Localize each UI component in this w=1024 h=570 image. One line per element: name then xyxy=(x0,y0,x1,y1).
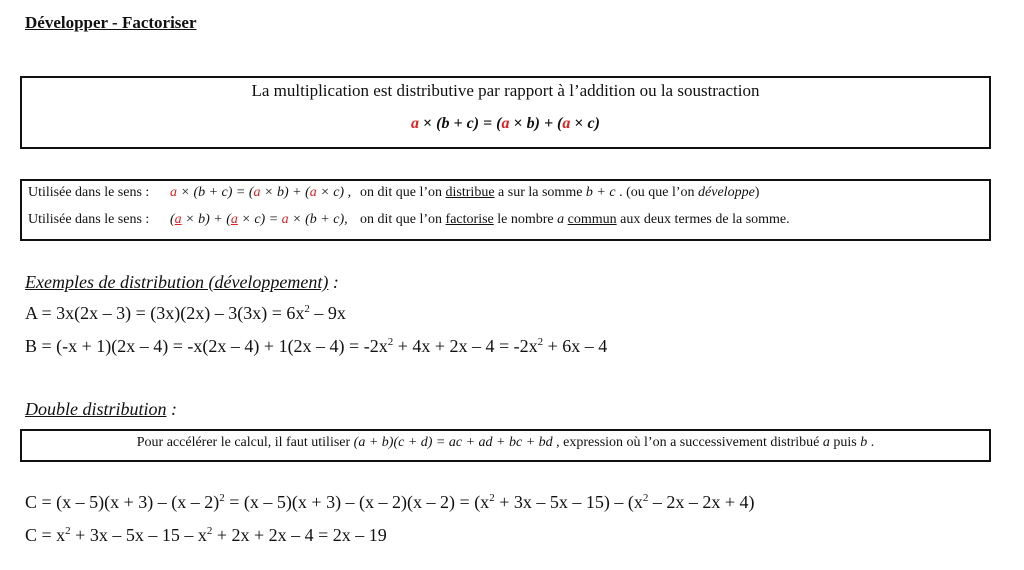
double-distribution-formula: (a + b)(c + d) = ac + ad + bc + bd xyxy=(353,435,553,450)
formula-part: c) xyxy=(587,115,600,132)
formula-part: × c) = xyxy=(237,212,282,227)
section-colon: : xyxy=(328,272,339,292)
row-text: ) xyxy=(754,185,760,200)
eq-part: C = (x – 5)(x + 3) – (x – 2) xyxy=(25,492,220,512)
formula-part: × b) + ( xyxy=(181,212,231,227)
equation-c-line1 xyxy=(25,492,754,513)
formula-a: a xyxy=(170,185,177,200)
eq-part: – 2x – 2x + 4) xyxy=(648,492,755,512)
eq-part: + 2x + 2x – 4 = 2x – 19 xyxy=(212,525,387,545)
box-text: , expression où l’on a successivement distribué xyxy=(552,435,823,450)
eq-part: + 3x – 5x – 15) – (x xyxy=(494,492,643,512)
row-label: Utilisée dans le sens : xyxy=(28,212,150,227)
page-title: Développer - Factoriser xyxy=(25,13,197,32)
row-text: aux deux termes de la somme. xyxy=(616,212,790,227)
section-colon: : xyxy=(166,399,178,419)
times-sign: × xyxy=(419,115,437,132)
eq-part: + 6x – 4 xyxy=(543,336,608,356)
row-text-italic: a xyxy=(557,212,565,227)
eq-part: B = (-x + 1)(2x – 4) = -x(2x – 4) + 1(2x – 4) = -2x xyxy=(25,336,388,356)
eq-part: + 3x – 5x – 15 – x xyxy=(70,525,207,545)
box-text: puis xyxy=(829,435,861,450)
develop-direction-row xyxy=(28,185,759,201)
exponent: 2 xyxy=(642,492,649,504)
eq-part: = (x – 5)(x + 3) – (x – 2)(x – 2) = (x xyxy=(224,492,490,512)
keyword-factorise: factorise xyxy=(445,212,494,227)
row-formula xyxy=(170,212,360,228)
formula-a: a xyxy=(562,115,571,132)
formula-part: × (b + c) = ( xyxy=(177,185,254,200)
double-distribution-text xyxy=(22,435,989,451)
formula-a: a xyxy=(253,185,261,200)
formula-a: a xyxy=(174,212,182,227)
row-text: on dit que l’on xyxy=(360,212,446,227)
exponent: 2 xyxy=(537,336,544,348)
distributivity-statement: La multiplication est distributive par rapport à l’addition ou la soustraction xyxy=(251,81,760,100)
times-sign: × xyxy=(509,115,527,132)
eq-part: – 9x xyxy=(309,303,346,323)
formula-a: a xyxy=(281,212,289,227)
formula-part: b) + ( xyxy=(526,115,563,132)
row-formula xyxy=(170,185,360,201)
exponent: 2 xyxy=(489,492,495,504)
eq-part: C = x xyxy=(25,525,66,545)
eq-part: + 4x + 2x – 4 = -2x xyxy=(393,336,538,356)
eq-part: A = 3x(2x – 3) = (3x)(2x) – 3(3x) = 6x xyxy=(25,303,305,323)
formula-part: ( xyxy=(170,212,175,227)
formula-part: (b + c) = ( xyxy=(436,115,502,132)
distributivity-formula xyxy=(22,115,989,133)
row-text: le nombre xyxy=(493,212,558,227)
section-heading-examples xyxy=(25,272,339,293)
exponent: 2 xyxy=(206,525,213,537)
exponent: 2 xyxy=(65,525,71,537)
box-text: . xyxy=(867,435,875,450)
row-text: . (ou que l’on xyxy=(615,185,699,200)
section-heading-double-distribution xyxy=(25,399,177,420)
section-heading-text: Exemples de distribution (développement) xyxy=(25,272,329,292)
exponent: 2 xyxy=(387,336,394,348)
row-label: Utilisée dans le sens : xyxy=(28,185,150,200)
equation-a xyxy=(25,303,346,324)
variable-a: a xyxy=(822,435,830,450)
distributivity-definition-box xyxy=(20,76,991,149)
formula-a: a xyxy=(411,115,420,132)
exponent: 2 xyxy=(304,303,310,315)
usage-direction-box xyxy=(20,179,991,241)
keyword-commun: commun xyxy=(567,212,617,227)
row-text: on dit que l’on xyxy=(360,185,446,200)
formula-a: a xyxy=(230,212,238,227)
variable-b: b xyxy=(860,435,868,450)
formula-part: × b) + ( xyxy=(260,185,310,200)
formula-a: a xyxy=(501,115,510,132)
factor-direction-row xyxy=(28,212,790,228)
keyword-distribue: distribue xyxy=(445,185,495,200)
equation-c-line2 xyxy=(25,525,387,546)
times-sign: × xyxy=(570,115,588,132)
row-text-italic: b + c xyxy=(585,185,616,200)
equation-b xyxy=(25,336,607,357)
row-text: a sur la somme xyxy=(494,185,586,200)
formula-a: a xyxy=(309,185,317,200)
double-distribution-box xyxy=(20,429,991,462)
box-text: Pour accélérer le calcul, il faut utiliser xyxy=(136,435,354,450)
formula-part: × c) , xyxy=(316,185,352,200)
exponent: 2 xyxy=(219,492,225,504)
formula-part: × (b + c), xyxy=(288,212,348,227)
section-heading-text: Double distribution xyxy=(25,399,167,419)
row-text-italic: développe xyxy=(698,185,755,200)
